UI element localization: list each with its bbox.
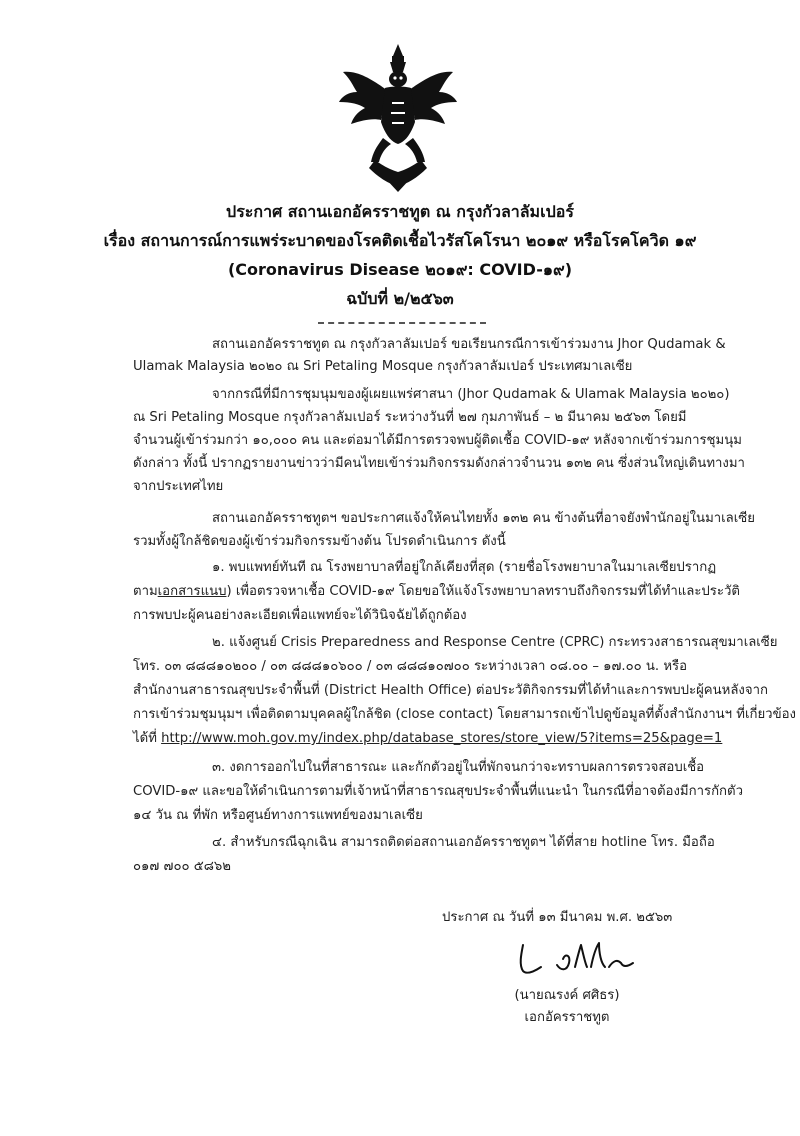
item1-text: ) เพื่อตรวจหาเชื้อ COVID-๑๙ โดยขอให้แจ้งโรงพยาบาลทราบถึงกิจกรรมที่ได้ทำและประวัติ <box>226 584 740 599</box>
item1-line: ๑. พบแพทย์ทันที ณ โรงพยาบาลที่อยู่ใกล้เคียงที่สุด (รายชื่อโรงพยาบาลในมาเลเซียปรากฏ <box>212 560 717 575</box>
item4-line: ๐๑๗ ๗๐๐ ๕๘๖๒ <box>133 859 231 874</box>
notice-line: รวมทั้งผู้ใกล้ชิดของผู้เข้าร่วมกิจกรรมข้างต้น โปรดดำเนินการ ดังนี้ <box>133 534 506 549</box>
attachment-link[interactable]: เอกสารแนบ <box>157 584 227 599</box>
garuda-emblem-icon <box>335 42 461 192</box>
moh-database-link[interactable]: http://www.moh.gov.my/index.php/database_stores/store_view/5?items=25&page=1 <box>161 731 723 746</box>
context-line: ดังกล่าว ทั้งนี้ ปรากฏรายงานข่าวว่ามีคนไทยเข้าร่วมกิจกรรมดังกล่าวจำนวน ๑๓๒ คน ซึ่งส่วนใหญ่เดินทางมา <box>133 456 745 471</box>
item3-line: ๓. งดการออกไปในที่สาธารณะ และกักตัวอยู่ในที่พักจนกว่าจะทราบผลการตรวจสอบเชื้อ <box>212 760 705 775</box>
announcement-subject-english: (Coronavirus Disease ๒๐๑๙: COVID-๑๙) <box>227 260 573 279</box>
signature-icon <box>505 937 645 983</box>
item1-line: การพบปะผู้คนอย่างละเอียดเพื่อแพทย์จะได้วินิจฉัยได้ถูกต้อง <box>133 608 467 623</box>
item2-line: โทร. ๐๓ ๘๘๘๑๐๒๐๐ / ๐๓ ๘๘๘๑๐๖๐๐ / ๐๓ ๘๘๘๑๐๗๐๐ ระหว่างเวลา ๐๘.๐๐ – ๑๗.๐๐ น. หรือ <box>133 659 688 674</box>
announcement-date: ประกาศ ณ วันที่ ๑๓ มีนาคม พ.ศ. ๒๕๖๓ <box>442 910 673 925</box>
announcement-title: ประกาศ สถานเอกอัครราชทูต ณ กรุงกัวลาลัมเปอร์ <box>226 202 574 221</box>
context-line: ณ Sri Petaling Mosque กรุงกัวลาลัมเปอร์ ระหว่างวันที่ ๒๗ กุมภาพันธ์ – ๒ มีนาคม ๒๕๖๓ โดยมี <box>133 410 687 425</box>
item2-line <box>133 728 722 751</box>
intro-line: Ulamak Malaysia ๒๐๒๐ ณ Sri Petaling Mosque กรุงกัวลาลัมเปอร์ ประเทศมาเลเซีย <box>133 359 633 374</box>
context-line: จำนวนผู้เข้าร่วมกว่า ๑๐,๐๐๐ คน และต่อมาได้มีการตรวจพบผู้ติดเชื้อ COVID-๑๙ หลังจากเข้าร่วมการชุมนุม <box>133 433 742 448</box>
signer-name: (นายณรงค์ ศศิธร) <box>514 988 620 1003</box>
item2-text: ได้ที่ <box>133 731 162 746</box>
item2-line: ๒. แจ้งศูนย์ Crisis Preparedness and Response Centre (CPRC) กระทรวงสาธารณสุขมาเลเซีย <box>212 635 778 650</box>
header-divider <box>318 322 486 324</box>
context-line: จากประเทศไทย <box>133 479 224 494</box>
item1-line <box>133 581 740 604</box>
context-line: จากกรณีที่มีการชุมนุมของผู้เผยแพร่ศาสนา (Jhor Qudamak & Ulamak Malaysia ๒๐๒๐) <box>212 387 730 402</box>
item2-line: สำนักงานสาธารณสุขประจำพื้นที่ (District Health Office) ต่อประวัติกิจกรรมที่ได้ทำและการพบปะผู้คนหลังจาก <box>133 683 768 698</box>
intro-line: สถานเอกอัครราชทูต ณ กรุงกัวลาลัมเปอร์ ขอเรียนกรณีการเข้าร่วมงาน Jhor Qudamak & <box>212 337 726 352</box>
item3-line: ๑๔ วัน ณ ที่พัก หรือศูนย์ทางการแพทย์ของมาเลเซีย <box>133 808 423 823</box>
signer-title: เอกอัครราชทูต <box>524 1010 610 1025</box>
signer-block <box>512 985 622 1029</box>
item1-text: ตาม <box>133 584 158 599</box>
notice-line: สถานเอกอัครราชทูตฯ ขอประกาศแจ้งให้คนไทยทั้ง ๑๓๒ คน ข้างต้นที่อาจยังพำนักอยู่ในมาเลเซีย <box>212 511 755 526</box>
item4-line: ๔. สำหรับกรณีฉุกเฉิน สามารถติดต่อสถานเอกอัครราชทูตฯ ได้ที่สาย hotline โทร. มือถือ <box>212 835 715 850</box>
item3-line: COVID-๑๙ และขอให้ดำเนินการตามที่เจ้าหน้าที่สาธารณสุขประจำพื้นที่แนะนำ ในกรณีที่อาจต้องมีการกักตัว <box>133 784 744 799</box>
announcement-issue-number: ฉบับที่ ๒/๒๕๖๓ <box>346 289 454 308</box>
item2-line: การเข้าร่วมชุมนุมฯ เพื่อติดตามบุคคลผู้ใกล้ชิด (close contact) โดยสามารถเข้าไปดูข้อมูลที่ตั้งสำนักงานฯ ที่เกี่ยวข้อง <box>133 707 796 722</box>
announcement-subject: เรื่อง สถานการณ์การแพร่ระบาดของโรคติดเชื้อไวรัสโคโรนา ๒๐๑๙ หรือโรคโควิด ๑๙ <box>103 231 697 250</box>
